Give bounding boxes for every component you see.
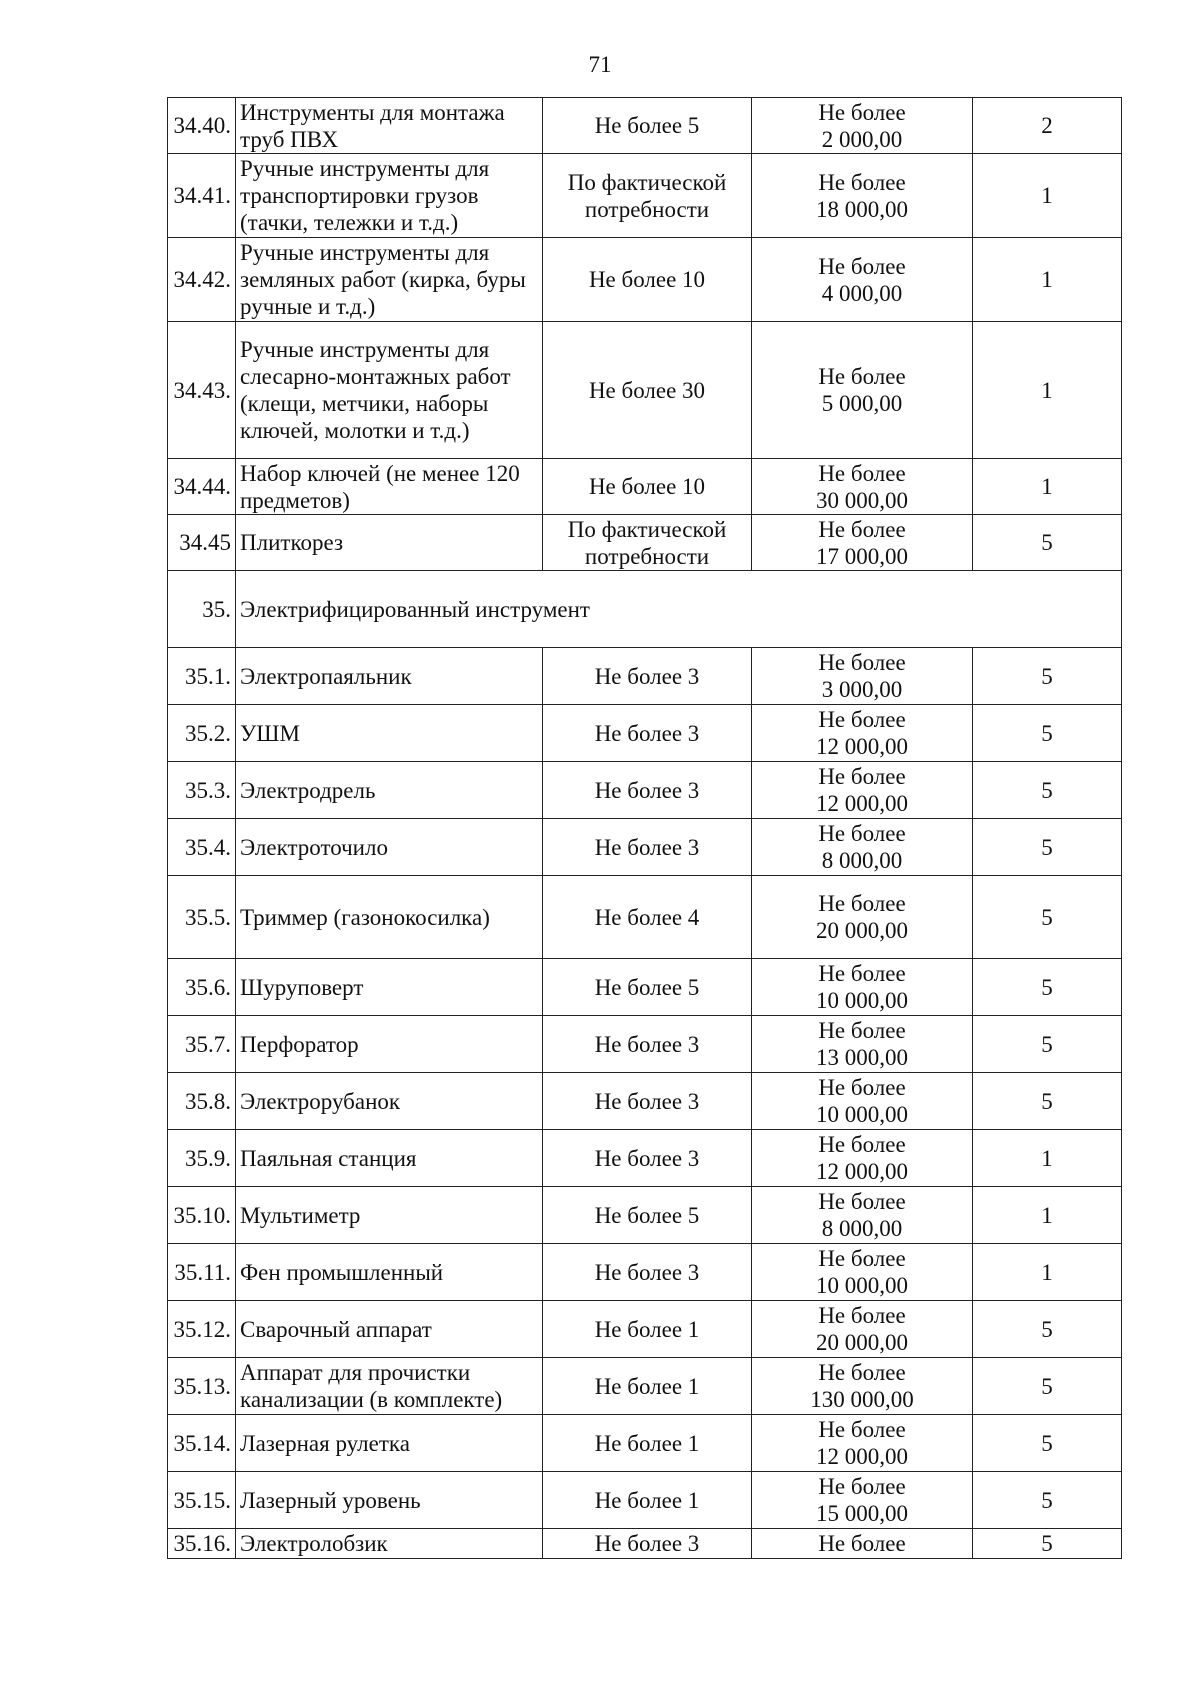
item-price bbox=[752, 1358, 973, 1415]
table-row bbox=[168, 1358, 1122, 1415]
item-name: Электрорубанок bbox=[236, 1073, 543, 1130]
item-term: 1 bbox=[973, 1244, 1122, 1301]
item-name: Триммер (газонокосилка) bbox=[236, 876, 543, 959]
item-price bbox=[752, 1415, 973, 1472]
row-number: 35.2. bbox=[168, 705, 236, 762]
price-label: Не более bbox=[818, 253, 906, 279]
item-quantity: По фактической потребности bbox=[543, 154, 752, 238]
row-number: 34.40. bbox=[168, 98, 236, 154]
item-name: Ручные инструменты для земляных работ (кирка, буры ручные и т.д.) bbox=[236, 238, 543, 322]
price-label: Не более bbox=[818, 1132, 906, 1157]
item-term: 1 bbox=[973, 238, 1122, 322]
item-term: 5 bbox=[973, 1529, 1122, 1559]
section-title: Электрифицированный инструмент bbox=[236, 571, 1122, 648]
row-number: 35.8. bbox=[168, 1073, 236, 1130]
table-row bbox=[168, 322, 1122, 459]
item-term: 5 bbox=[973, 1415, 1122, 1472]
price-value: 4 000,00 bbox=[821, 280, 903, 306]
item-quantity: Не более 3 bbox=[543, 819, 752, 876]
row-number: 35.7. bbox=[168, 1016, 236, 1073]
item-price bbox=[752, 876, 973, 959]
price-label: Не более bbox=[818, 891, 906, 916]
row-number: 35.5. bbox=[168, 876, 236, 959]
table-row bbox=[168, 238, 1122, 322]
item-price bbox=[752, 1472, 973, 1529]
table-row bbox=[168, 1130, 1122, 1187]
item-name: Плиткорез bbox=[236, 515, 543, 571]
price-label: Не более bbox=[818, 516, 906, 542]
price-label: Не более bbox=[818, 650, 906, 675]
item-price bbox=[752, 705, 973, 762]
item-quantity: Не более 1 bbox=[543, 1301, 752, 1358]
item-term: 5 bbox=[973, 1301, 1122, 1358]
item-term: 5 bbox=[973, 959, 1122, 1016]
row-number: 34.43. bbox=[168, 322, 236, 459]
item-name: Лазерный уровень bbox=[236, 1472, 543, 1529]
item-price bbox=[752, 238, 973, 322]
price-label: Не более bbox=[818, 961, 906, 986]
row-number: 35.4. bbox=[168, 819, 236, 876]
item-term: 5 bbox=[973, 1472, 1122, 1529]
item-name: Электропаяльник bbox=[236, 648, 543, 705]
row-number: 34.45 bbox=[168, 515, 236, 571]
price-label: Не более bbox=[818, 460, 906, 486]
price-value: 130 000,00 bbox=[810, 1387, 914, 1412]
table-row bbox=[168, 1244, 1122, 1301]
item-name: УШМ bbox=[236, 705, 543, 762]
item-quantity: Не более 3 bbox=[543, 762, 752, 819]
item-name: Мультиметр bbox=[236, 1187, 543, 1244]
item-name: Шуруповерт bbox=[236, 959, 543, 1016]
item-quantity: Не более 10 bbox=[543, 459, 752, 515]
item-quantity: Не более 3 bbox=[543, 648, 752, 705]
item-quantity: Не более 4 bbox=[543, 876, 752, 959]
item-name: Лазерная рулетка bbox=[236, 1415, 543, 1472]
price-label: Не более bbox=[818, 364, 906, 389]
item-quantity: Не более 3 bbox=[543, 1073, 752, 1130]
item-term: 5 bbox=[973, 1073, 1122, 1130]
item-quantity: Не более 3 bbox=[543, 1016, 752, 1073]
price-label: Не более bbox=[818, 169, 906, 195]
item-name: Ручные инструменты для транспортировки грузов (тачки, тележки и т.д.) bbox=[236, 154, 543, 238]
row-number: 34.44. bbox=[168, 459, 236, 515]
table-row bbox=[168, 154, 1122, 238]
price-label: Не более bbox=[818, 1075, 906, 1100]
table-body bbox=[168, 98, 1122, 1559]
item-price bbox=[752, 1016, 973, 1073]
item-term: 1 bbox=[973, 154, 1122, 238]
price-label: Не более bbox=[818, 1531, 906, 1556]
price-label: Не более bbox=[818, 1474, 906, 1499]
item-price bbox=[752, 1130, 973, 1187]
row-number: 34.41. bbox=[168, 154, 236, 238]
item-price bbox=[752, 1301, 973, 1358]
item-name: Фен промышленный bbox=[236, 1244, 543, 1301]
price-label: Не более bbox=[818, 1246, 906, 1271]
price-value: 10 000,00 bbox=[816, 988, 908, 1013]
item-price bbox=[752, 819, 973, 876]
item-name: Ручные инструменты для слесарно-монтажных работ (клещи, метчики, наборы ключей, молотки и т.д.) bbox=[236, 322, 543, 459]
item-name: Набор ключей (не менее 120 предметов) bbox=[236, 459, 543, 515]
price-value: 5 000,00 bbox=[821, 391, 903, 416]
row-number: 35.15. bbox=[168, 1472, 236, 1529]
item-quantity: По фактической потребности bbox=[543, 515, 752, 571]
item-price bbox=[752, 648, 973, 705]
item-quantity: Не более 5 bbox=[543, 959, 752, 1016]
item-term: 1 bbox=[973, 459, 1122, 515]
section-row bbox=[168, 571, 1122, 648]
price-label: Не более bbox=[818, 1360, 906, 1385]
table-row bbox=[168, 98, 1122, 154]
price-label: Не более bbox=[818, 764, 906, 789]
item-name: Перфоратор bbox=[236, 1016, 543, 1073]
price-label: Не более bbox=[818, 99, 906, 125]
price-value: 30 000,00 bbox=[816, 487, 908, 513]
price-value: 8 000,00 bbox=[821, 1216, 903, 1241]
price-value: 12 000,00 bbox=[816, 791, 908, 816]
row-number: 35.1. bbox=[168, 648, 236, 705]
item-quantity: Не более 3 bbox=[543, 1529, 752, 1559]
table-row bbox=[168, 1016, 1122, 1073]
item-quantity: Не более 10 bbox=[543, 238, 752, 322]
item-term: 5 bbox=[973, 819, 1122, 876]
price-value: 10 000,00 bbox=[816, 1273, 908, 1298]
item-term: 5 bbox=[973, 876, 1122, 959]
item-quantity: Не более 3 bbox=[543, 705, 752, 762]
table-row bbox=[168, 1472, 1122, 1529]
row-number: 35.9. bbox=[168, 1130, 236, 1187]
table-row bbox=[168, 819, 1122, 876]
item-price bbox=[752, 1187, 973, 1244]
item-price bbox=[752, 1244, 973, 1301]
item-name: Сварочный аппарат bbox=[236, 1301, 543, 1358]
row-number: 35.10. bbox=[168, 1187, 236, 1244]
item-name: Аппарат для прочистки канализации (в комплекте) bbox=[236, 1358, 543, 1415]
price-value: 3 000,00 bbox=[821, 677, 903, 702]
row-number: 35.16. bbox=[168, 1529, 236, 1559]
row-number: 35.6. bbox=[168, 959, 236, 1016]
price-value: 13 000,00 bbox=[816, 1045, 908, 1070]
price-value: 12 000,00 bbox=[816, 1444, 908, 1469]
price-value: 10 000,00 bbox=[816, 1102, 908, 1127]
table-row bbox=[168, 459, 1122, 515]
row-number: 35.13. bbox=[168, 1358, 236, 1415]
item-name: Инструменты для монтажа труб ПВХ bbox=[236, 98, 543, 154]
item-term: 2 bbox=[973, 98, 1122, 154]
row-number: 35. bbox=[168, 571, 236, 648]
price-label: Не более bbox=[818, 707, 906, 732]
price-label: Не более bbox=[818, 1018, 906, 1043]
item-quantity: Не более 3 bbox=[543, 1130, 752, 1187]
table-row bbox=[168, 959, 1122, 1016]
item-term: 5 bbox=[973, 1358, 1122, 1415]
item-quantity: Не более 1 bbox=[543, 1472, 752, 1529]
table-row bbox=[168, 1187, 1122, 1244]
price-value: 20 000,00 bbox=[816, 918, 908, 943]
price-value: 18 000,00 bbox=[816, 196, 908, 222]
item-name: Электродрель bbox=[236, 762, 543, 819]
price-label: Не более bbox=[818, 1303, 906, 1328]
price-label: Не более bbox=[818, 1189, 906, 1214]
price-label: Не более bbox=[818, 1417, 906, 1442]
price-value: 15 000,00 bbox=[816, 1501, 908, 1526]
price-value: 2 000,00 bbox=[821, 126, 903, 152]
price-value: 8 000,00 bbox=[821, 848, 903, 873]
item-term: 1 bbox=[973, 322, 1122, 459]
table-row bbox=[168, 762, 1122, 819]
item-price bbox=[752, 515, 973, 571]
item-term: 5 bbox=[973, 648, 1122, 705]
item-price bbox=[752, 1529, 973, 1559]
item-term: 1 bbox=[973, 1130, 1122, 1187]
item-quantity: Не более 30 bbox=[543, 322, 752, 459]
item-term: 5 bbox=[973, 762, 1122, 819]
item-name: Электроточило bbox=[236, 819, 543, 876]
price-value: 12 000,00 bbox=[816, 1159, 908, 1184]
row-number: 35.12. bbox=[168, 1301, 236, 1358]
item-quantity: Не более 5 bbox=[543, 98, 752, 154]
item-price bbox=[752, 959, 973, 1016]
item-term: 5 bbox=[973, 1016, 1122, 1073]
item-quantity: Не более 3 bbox=[543, 1244, 752, 1301]
table-row bbox=[168, 705, 1122, 762]
table-row bbox=[168, 876, 1122, 959]
row-number: 34.42. bbox=[168, 238, 236, 322]
price-value: 17 000,00 bbox=[816, 543, 908, 569]
item-name: Электролобзик bbox=[236, 1529, 543, 1559]
table-row bbox=[168, 1073, 1122, 1130]
price-value: 20 000,00 bbox=[816, 1330, 908, 1355]
page-number: 71 bbox=[588, 52, 612, 77]
table-row bbox=[168, 1415, 1122, 1472]
item-price bbox=[752, 459, 973, 515]
item-price bbox=[752, 154, 973, 238]
row-number: 35.11. bbox=[168, 1244, 236, 1301]
item-price bbox=[752, 1073, 973, 1130]
item-term: 1 bbox=[973, 1187, 1122, 1244]
item-term: 5 bbox=[973, 705, 1122, 762]
item-name: Паяльная станция bbox=[236, 1130, 543, 1187]
price-value: 12 000,00 bbox=[816, 734, 908, 759]
item-price bbox=[752, 98, 973, 154]
equipment-table bbox=[167, 97, 1122, 1559]
item-quantity: Не более 1 bbox=[543, 1358, 752, 1415]
item-price bbox=[752, 322, 973, 459]
table-row bbox=[168, 1529, 1122, 1559]
table-row bbox=[168, 1301, 1122, 1358]
row-number: 35.14. bbox=[168, 1415, 236, 1472]
table-row bbox=[168, 648, 1122, 705]
table-row bbox=[168, 515, 1122, 571]
item-term: 5 bbox=[973, 515, 1122, 571]
item-quantity: Не более 5 bbox=[543, 1187, 752, 1244]
item-quantity: Не более 1 bbox=[543, 1415, 752, 1472]
price-label: Не более bbox=[818, 821, 906, 846]
item-price bbox=[752, 762, 973, 819]
row-number: 35.3. bbox=[168, 762, 236, 819]
